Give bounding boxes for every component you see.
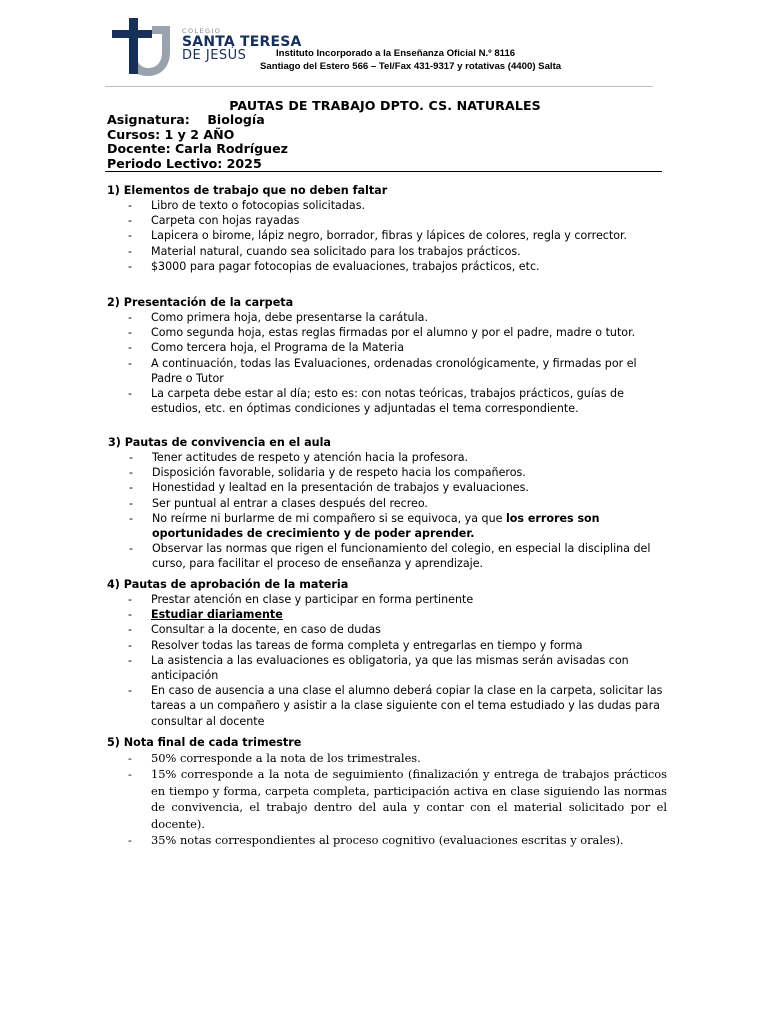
list-item (107, 622, 667, 637)
dash: - (129, 542, 134, 556)
section-heading: 3) Pautas de convivencia en el aula (108, 436, 331, 449)
list-item (108, 511, 668, 541)
document-header (107, 98, 663, 171)
dash: - (128, 684, 133, 698)
section-aprobacion (107, 578, 667, 729)
item-text: En caso de ausencia a una clase el alumno deberá copiar la clase en la carpeta, solicitar las tareas a un compañero y asistir a la clase siguiente con el tema estudiado y las dudas para consultar al docente (151, 684, 663, 728)
brand-small: COLEGIO (182, 27, 222, 35)
cursos-line: Cursos: 1 y 2 AÑO (107, 126, 235, 142)
section-heading: 5) Nota final de cada trimestre (107, 736, 302, 749)
list-item (108, 496, 668, 511)
dash: - (128, 341, 133, 355)
dash: - (128, 326, 133, 340)
section-convivencia (108, 436, 668, 572)
item-text: 35% notas correspondientes al proceso cognitivo (evaluaciones escritas y orales). (151, 833, 624, 848)
dash: - (128, 199, 133, 212)
list-item (107, 310, 667, 325)
list-item (107, 750, 667, 766)
dash: - (128, 623, 133, 637)
item-text: Ser puntual al entrar a clases después del recreo. (152, 496, 428, 510)
list-item (107, 683, 667, 729)
list-item (107, 832, 667, 848)
item-text: Consultar a la docente, en caso de dudas (151, 623, 381, 637)
item-text: Observar las normas que rigen el funcionamiento del colegio, en especial la disciplina del curso, para facilitar el proceso de enseñanza y aprendizaje. (152, 542, 651, 571)
dash: - (128, 653, 133, 667)
item-text: $3000 para pagar fotocopias de evaluaciones, trabajos prácticos, etc. (151, 259, 540, 273)
list-item (107, 228, 667, 243)
dash: - (128, 311, 133, 324)
institute-line-2: Santiago del Estero 566 – Tel/Fax 431-9317 y rotativas (4400) Salta (260, 61, 562, 72)
list-item (107, 653, 667, 683)
document-title: PAUTAS DE TRABAJO DPTO. CS. NATURALES (229, 98, 541, 113)
asignatura-value: Biología (207, 112, 265, 127)
item-text: A continuación, todas las Evaluaciones, ordenadas cronológicamente, y firmadas por el Padre o Tutor (151, 356, 637, 385)
list-item (107, 607, 667, 622)
list (107, 310, 667, 416)
list (107, 750, 667, 848)
list-item (107, 325, 667, 340)
institute-info (108, 47, 561, 73)
asignatura-label: Asignatura: (107, 112, 190, 127)
dash: - (128, 767, 132, 782)
item-text-bold: los errores son oportunidades de crecimiento y de poder aprender. (152, 511, 600, 541)
item-text: 50% corresponde a la nota de los trimestrales. (151, 751, 421, 765)
item-text: Disposición favorable, solidaria y de respeto hacia los compañeros. (152, 466, 526, 480)
dash: - (128, 259, 133, 273)
list (107, 592, 667, 729)
item-text: Como primera hoja, debe presentarse la carátula. (151, 311, 428, 324)
dash: - (128, 244, 133, 258)
list-item (107, 213, 667, 228)
list-item (107, 259, 667, 274)
item-text-underlined: Estudiar diariamente (151, 608, 283, 622)
item-text: Honestidad y lealtad en la presentación de trabajos y evaluaciones. (152, 481, 529, 495)
list-item (107, 244, 667, 259)
dash: - (128, 833, 132, 848)
item-text: Libro de texto o fotocopias solicitadas. (151, 199, 366, 212)
section-elementos (107, 184, 667, 274)
section-heading: 4) Pautas de aprobación de la materia (107, 578, 349, 591)
docente-line: Docente: Carla Rodríguez (107, 141, 288, 156)
dash: - (128, 356, 133, 370)
list-item (107, 356, 667, 386)
item-text: Lapicera o birome, lápiz negro, borrador, fibras y lápices de colores, regla y corrector. (151, 229, 628, 243)
list-item (107, 766, 667, 832)
item-text: Carpeta con hojas rayadas (151, 214, 300, 228)
dash: - (129, 466, 134, 480)
dash: - (128, 229, 133, 243)
list-item (107, 638, 667, 653)
item-text: Tener actitudes de respeto y atención hacia la profesora. (152, 451, 469, 464)
dash: - (129, 481, 134, 495)
item-text: Como segunda hoja, estas reglas firmadas por el alumno y por el padre, madre o tutor. (151, 326, 636, 340)
item-text: Como tercera hoja, el Programa de la Materia (151, 341, 405, 355)
section-heading: 1) Elementos de trabajo que no deben faltar (107, 184, 388, 197)
periodo-line: Periodo Lectivo: 2025 (107, 155, 262, 171)
brand-sub: DE JESÚS (182, 48, 247, 63)
dash: - (128, 593, 133, 606)
dash: - (128, 608, 133, 622)
dash: - (129, 451, 134, 464)
section-presentacion (107, 296, 667, 416)
list (107, 198, 667, 274)
title-divider (105, 171, 662, 172)
item-text: No reírme ni burlarme de mi compañero si se equivoca, ya que (152, 511, 506, 525)
dash: - (129, 511, 134, 525)
dash: - (128, 638, 133, 652)
section-heading: 2) Presentación de la carpeta (107, 296, 294, 309)
item-text: 15% corresponde a la nota de seguimiento (finalización y entrega de trabajos prácticos en tiempo y forma, carpeta completa, participación activa en clase siguiendo las normas de convivencia, el trabajo dentro del aula y contar con el material solicitado por el docente). (151, 767, 667, 831)
asignatura-line (107, 113, 663, 128)
item-text: Material natural, cuando sea solicitado para los trabajos prácticos. (151, 244, 521, 258)
item-text: La asistencia a las evaluaciones es obligatoria, ya que las mismas serán avisadas con anticipación (151, 653, 629, 683)
item-text: La carpeta debe estar al día; esto es: con notas teóricas, trabajos prácticos, guías de estudios, etc. en óptimas condiciones y adjuntadas el tema correspondiente. (151, 387, 624, 416)
dash: - (129, 496, 134, 510)
section-nota-final (107, 736, 667, 848)
list (108, 450, 668, 572)
dash: - (128, 387, 133, 401)
brand-name: SANTA TERESA (182, 34, 302, 50)
item-text: Prestar atención en clase y participar en forma pertinente (151, 593, 474, 606)
dash: - (128, 214, 133, 228)
list-item (108, 465, 668, 480)
list-item (108, 541, 668, 571)
header-divider (105, 86, 653, 87)
list-item (107, 340, 667, 355)
list-item (108, 480, 668, 495)
institute-line-1: Instituto Incorporado a la Enseñanza Oficial N.º 8116 (276, 48, 516, 59)
dash: - (128, 751, 132, 765)
list-item (107, 386, 667, 416)
list-item (107, 198, 667, 213)
list-item (108, 450, 668, 465)
list-item (107, 592, 667, 607)
item-text: Resolver todas las tareas de forma completa y entregarlas en tiempo y forma (151, 638, 583, 652)
letterhead (108, 18, 668, 88)
